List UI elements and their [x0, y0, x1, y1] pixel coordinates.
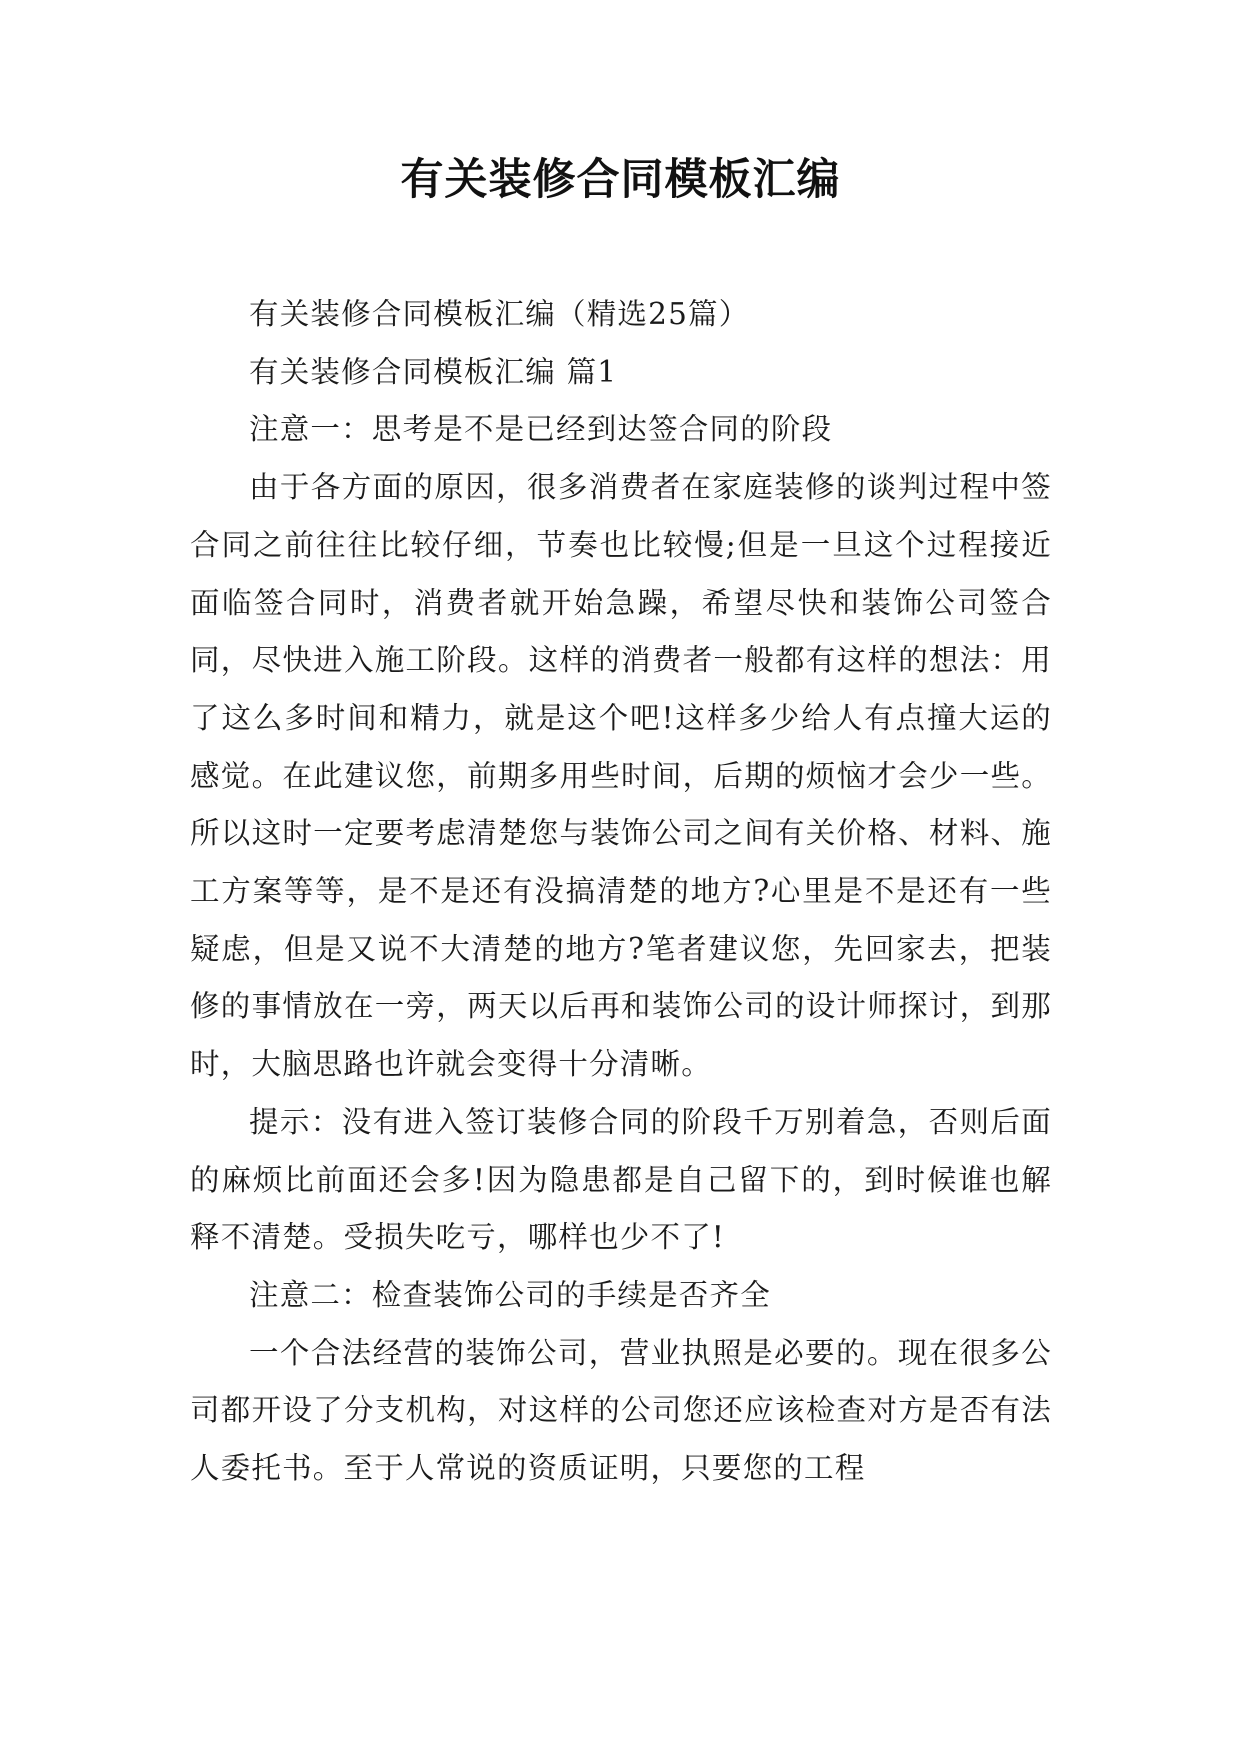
paragraph-note-one-body: 由于各方面的原因，很多消费者在家庭装修的谈判过程中签合同之前往往比较仔细，节奏也比较慢;但是一旦这个过程接近面临签合同时，消费者就开始急躁，希望尽快和装饰公司签合同，尽快进入施工阶段。这样的消费者一般都有这样的想法：用了这么多时间和精力，就是这个吧!这样多少给人有点撞大运的感觉。在此建议您，前期多用些时间，后期的烦恼才会少一些。所以这时一定要考虑清楚您与装饰公司之间有关价格、材料、施工方案等等，是不是还有没搞清楚的地方?心里是不是还有一些疑虑，但是又说不大清楚的地方?笔者建议您，先回家去，把装修的事情放在一旁，两天以后再和装饰公司的设计师探讨，到那时，大脑思路也许就会变得十分清晰。 [190, 470, 1052, 1082]
paragraph-section-heading: 有关装修合同模板汇编 篇1 [249, 354, 618, 389]
document-body [190, 286, 1052, 1498]
paragraph-note-two-body: 一个合法经营的装饰公司，营业执照是必要的。现在很多公司都开设了分支机构，对这样的公司您还应该检查对方是否有法人委托书。至于人常说的资质证明，只要您的工程 [190, 1335, 1052, 1486]
paragraph-note-one-heading: 注意一：思考是不是已经到达签合同的阶段 [249, 412, 833, 447]
paragraph-tip: 提示：没有进入签订装修合同的阶段千万别着急，否则后面的麻烦比前面还会多!因为隐患都是自己留下的，到时候谁也解释不清楚。受损失吃亏，哪样也少不了! [190, 1104, 1052, 1255]
paragraph-note-two-heading: 注意二：检查装饰公司的手续是否齐全 [249, 1277, 771, 1312]
paragraph-subtitle: 有关装修合同模板汇编（精选25篇） [249, 297, 750, 331]
document-title: 有关装修合同模板汇编 [400, 155, 841, 205]
